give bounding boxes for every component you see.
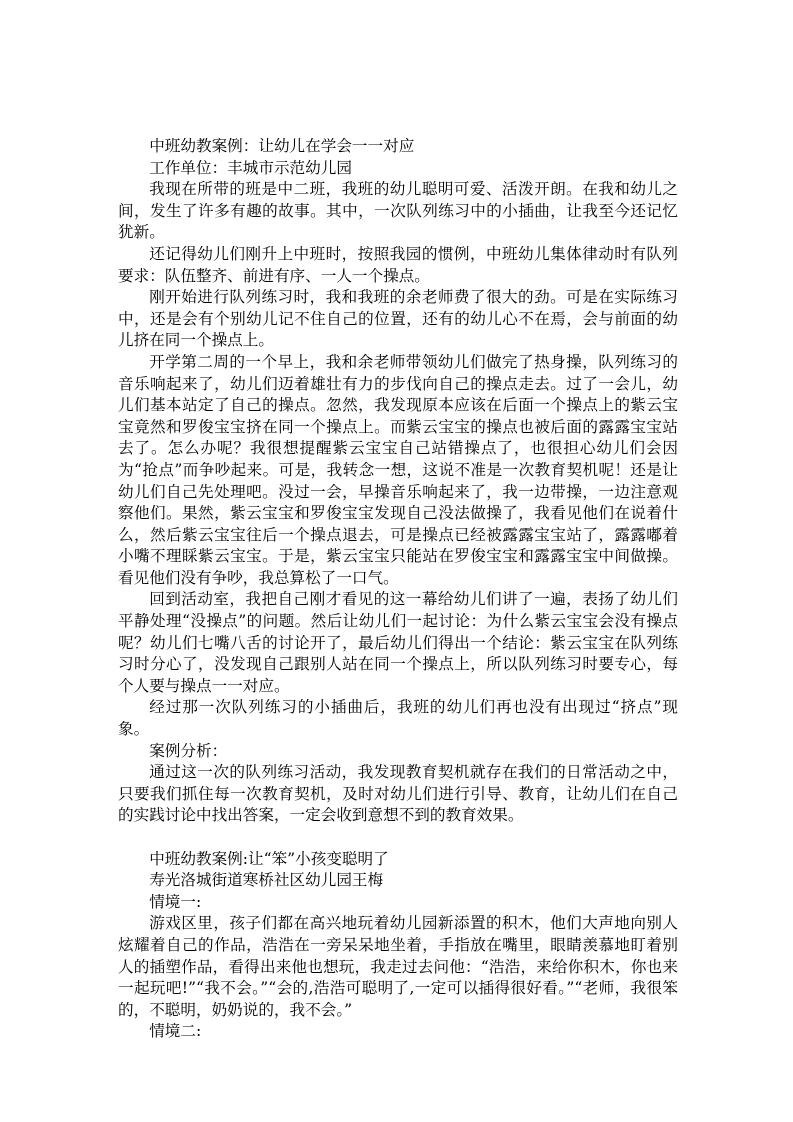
- case1-title: 中班幼教案例：让幼儿在学会一一对应: [149, 137, 415, 155]
- case2-scene1-text: 游戏区里，孩子们都在高兴地玩着幼儿园新添置的积木，他们大声地向别人炫耀着自己的作品，浩浩在一旁呆呆地坐着，手指放在嘴里，眼睛羡慕地盯着别人的插塑作品，看得出来他也想玩，我走过去问他：“浩浩，来给你积木，你也来一起玩吧!”“我不会。”“会的,浩浩可聪明了,一定可以插得很好看。”“老师，我很笨的，不聪明，奶奶说的，我不会。”: [118, 914, 678, 1019]
- case1-paragraph-2: 还记得幼儿们刚升上中班时，按照我园的惯例，中班幼儿集体律动时有队列要求：队伍整齐、前进有序、一人一个操点。: [118, 244, 678, 285]
- document-page: [118, 136, 678, 1043]
- case2-title: 中班幼教案例:让“笨”小孩变聪明了: [149, 849, 389, 868]
- case1-paragraph-3: 刚开始进行队列练习时，我和我班的余老师费了很大的劲。可是在实际练习中，还是会有个别幼儿记不住自己的位置，还有的幼儿心不在焉，会与前面的幼儿挤在同一个操点上。: [118, 288, 678, 350]
- case1-unit: 工作单位：丰城市示范幼儿园: [149, 158, 352, 177]
- section-gap: [118, 827, 678, 849]
- case1-paragraph-5: 回到活动室，我把自己刚才看见的这一幕给幼儿们讲了一遍，表扬了幼儿们平静处理“没操点”的问题。然后让幼儿们一起讨论：为什么紫云宝宝会没有操点呢？幼儿们七嘴八舌的讨论开了，最后幼儿们得出一个结论：紫云宝宝在队列练习时分心了，没发现自己跟别人站在同一个操点上，所以队列练习时要专心，每个人要与操点一一对应。: [118, 590, 678, 695]
- case1-paragraph-1: 我现在所带的班是中二班，我班的幼儿聪明可爱、活泼开朗。在我和幼儿之间，发生了许多有趣的故事。其中，一次队列练习中的小插曲，让我至今还记忆犹新。: [118, 180, 678, 242]
- case2-scene1-label: 情境一:: [149, 892, 202, 911]
- case1-analysis-text: 通过这一次的队列练习活动，我发现教育契机就存在我们的日常活动之中，只要我们抓住每一次教育契机，及时对幼儿们进行引导、教育，让幼儿们在自己的实践讨论中找出答案，一定会收到意想不到的教育效果。: [118, 763, 678, 825]
- case1-analysis-heading: 案例分析：: [149, 741, 228, 760]
- case1-paragraph-4: 开学第二周的一个早上，我和余老师带领幼儿们做完了热身操，队列练习的音乐响起来了，幼儿们迈着雄壮有力的步伐向自己的操点走去。过了一会儿，幼儿们基本站定了自己的操点。忽然，我发现原本应该在后面一个操点上的紫云宝宝竟然和罗俊宝宝挤在同一个操点上。而紫云宝宝的操点也被后面的露露宝宝站去了。怎么办呢？我很想提醒紫云宝宝自己站错操点了，也很担心幼儿们会因为“抢点”而争吵起来。可是，我转念一想，这说不准是一次教育契机呢！还是让幼儿们自己先处理吧。没过一会，早操音乐响起来了，我一边带操，一边注意观察他们。果然，紫云宝宝和罗俊宝宝发现自己没法做操了，我看见他们在说着什么，然后紫云宝宝往后一个操点退去，可是操点已经被露露宝宝站了，露露嘟着小嘴不理睬紫云宝宝。于是，紫云宝宝只能站在罗俊宝宝和露露宝宝中间做操。看见他们没有争吵，我总算松了一口气。: [118, 352, 678, 587]
- case1-paragraph-6: 经过那一次队列练习的小插曲后，我班的幼儿们再也没有出现过“挤点”现象。: [118, 698, 678, 739]
- case2-scene2-label: 情境二:: [149, 1022, 202, 1041]
- case2-author: 寿光洛城街道寒桥社区幼儿园王梅: [149, 871, 384, 890]
